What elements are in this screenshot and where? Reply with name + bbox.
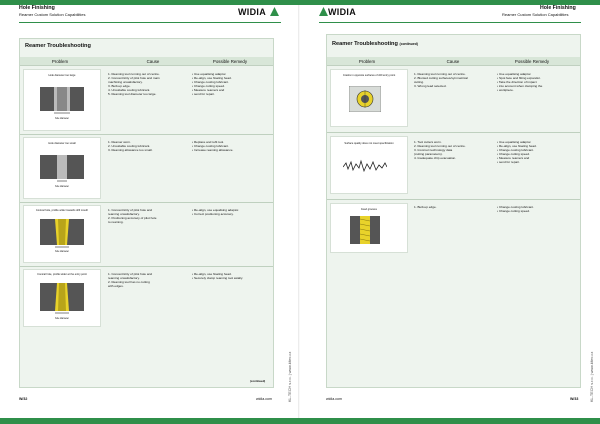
remedy-item: • Re-align, use floating head. (192, 76, 232, 80)
remedy-item: • Use equalising adaptor. (497, 140, 537, 144)
problem-label: Conical hole, profile wider at the entry point (37, 273, 87, 276)
remedy-item: • Use equalising adaptor. (192, 72, 232, 76)
remedy-list (497, 205, 534, 213)
cause-item: 1. Built-up edge. (414, 205, 437, 209)
cause-list (108, 140, 153, 152)
side-watermark-left: KL-TECH s.r.o. | www.kltec.cz (288, 351, 292, 402)
cause-item: 4. Unsuitable cooling lubricant. (108, 88, 151, 92)
left-logo: WIDIA (238, 7, 266, 17)
remedy-item: • Measure reamers and (192, 88, 232, 92)
cause-list (414, 205, 437, 209)
feed-grooves-illustration (350, 216, 380, 244)
cause-item: 2. Unsuitable cooling lubricant. (108, 144, 151, 148)
remedy-item: • Re-align, use equalising adaptor. (192, 208, 239, 212)
problem-label: Cracks in opposite surfaces of drill entry point (342, 74, 396, 77)
col-remedy: Possible Remedy (212, 59, 248, 64)
conical-entry-illustration (40, 283, 84, 315)
cause-item: 1. Reamer worn. (108, 140, 131, 144)
side-watermark-right: KL-TECH s.r.o. | www.kltec.cz (590, 351, 594, 402)
right-panel-title-suffix: (continued) (399, 42, 418, 46)
cause-item: 3. Built-up edge. (108, 84, 131, 88)
remedy-item: • Correct positioning accuracy. (192, 212, 239, 216)
cause-item: 3. Reaming allowance too small. (108, 148, 153, 152)
cause-item: 1. Reaming tool running out of centre. (414, 72, 466, 76)
cause-item: 1. Concentricity of pilot hole and (108, 208, 153, 212)
cause-item: machining unsatisfactory. (108, 80, 143, 84)
remedy-item: • Take the direction of impact (497, 80, 542, 84)
right-header-title: Hole Finishing (540, 5, 576, 11)
cause-list (108, 272, 152, 288)
cause-item: 1. Concentricity of pilot hole and (108, 272, 153, 276)
right-footer-url[interactable]: widia.com (326, 397, 342, 401)
remedy-item: • into account when clamping the (497, 84, 542, 88)
cause-item: 3. Incorrect technology data (414, 148, 453, 152)
remedy-item: • Re-align, use floating head. (497, 144, 537, 148)
row-divider (20, 266, 273, 267)
remedy-item: • Securely clamp reaming tool axially. (192, 276, 243, 280)
surface-profile-illustration (343, 158, 387, 176)
cause-item: reaming unsatisfactory. (108, 212, 140, 216)
problem-label: Surface quality does not meet specification (344, 142, 394, 145)
continued-note: (continued) (250, 379, 266, 383)
right-panel-title-text: Reamer Troubleshooting (332, 41, 398, 47)
col-problem: Problem (51, 59, 69, 64)
cause-item: 1. Reaming tool running out of centre. (108, 72, 160, 76)
conical-hole-illustration (40, 219, 84, 249)
diameter-caption: hole diameter (55, 118, 69, 120)
remedy-item: • Measure reamers and (497, 156, 537, 160)
cause-list (414, 72, 468, 88)
remedy-list (192, 72, 232, 96)
cause-item: (cutting parameters). (414, 152, 443, 156)
left-panel-title: Reamer Troubleshooting (25, 43, 91, 49)
row-divider (20, 134, 273, 135)
left-header-rule (19, 22, 281, 23)
cause-item: 1. Tool cutters worn. (414, 140, 442, 144)
diameter-caption: hole diameter (55, 186, 69, 188)
remedy-item: • Change cutting speed. (192, 84, 232, 88)
cause-list (108, 208, 157, 224)
remedy-list (192, 208, 239, 216)
col-problem: Problem (358, 59, 376, 64)
cause-item: 5. Reaming tool diameter too large. (108, 92, 157, 96)
right-panel-title (332, 41, 418, 47)
row-divider (327, 199, 580, 200)
hole-small-illustration (40, 155, 84, 183)
remedy-item: • send for repair. (497, 160, 537, 164)
remedy-list (192, 140, 233, 152)
problem-label: Hole diameter too large (48, 74, 76, 77)
cause-item: 3. Wrong lead selected. (414, 84, 447, 88)
cracked-surface-illustration (349, 86, 381, 112)
widia-mark-icon (270, 7, 279, 16)
bottom-accent-bar (0, 418, 600, 424)
problem-label: Conical hole, profile wider towards drill mouth (35, 209, 89, 212)
left-header-subtitle: Reamer Custom Solution Capabilities (19, 12, 86, 17)
cause-item: 2. Positioning accuracy of pilot hole (108, 216, 157, 220)
remedy-item: • Change cooling lubricant. (192, 80, 232, 84)
col-cause: Cause (446, 59, 460, 64)
cause-item: to reaming. (108, 220, 124, 224)
right-header-subtitle: Reamer Custom Solution Capabilities (502, 12, 569, 17)
right-logo: WIDIA (328, 7, 356, 17)
remedy-item: • Spot face and fitting expandor. (497, 76, 542, 80)
right-header-rule (319, 22, 581, 23)
cause-item: reaming unsatisfactory. (108, 276, 140, 280)
left-page-number: W/32 (19, 397, 28, 401)
cause-item: 2. Reaming tool has no cutting (108, 280, 150, 284)
col-remedy: Possible Remedy (514, 59, 550, 64)
remedy-list (497, 72, 542, 92)
remedy-list (192, 272, 243, 280)
cause-item: 2. Concentricity of pilot hole and main (108, 76, 160, 80)
hole-large-illustration (40, 87, 84, 115)
widia-mark-icon (319, 7, 328, 16)
remedy-item: • Replace and refit tool. (192, 140, 233, 144)
problem-label: Feed grooves (361, 208, 377, 211)
cause-list (108, 72, 160, 96)
right-page-number: W/33 (570, 397, 579, 401)
col-cause: Cause (146, 59, 160, 64)
remedy-item: • Change cooling lubricant. (497, 148, 537, 152)
remedy-item: • Change cooling lubricant. (497, 205, 534, 209)
row-divider (20, 202, 273, 203)
cause-item: with edges. (108, 284, 124, 288)
diameter-caption: hole diameter (55, 251, 69, 253)
remedy-item: • Use equalising adaptor. (497, 72, 542, 76)
remedy-item: • Change cutting speed. (497, 209, 534, 213)
remedy-item: • Re-align, use floating head. (192, 272, 243, 276)
remedy-item: • Increase reaming allowance. (192, 148, 233, 152)
row-divider (327, 132, 580, 133)
remedy-item: • Change cutting speed. (497, 152, 537, 156)
left-header-title: Hole Finishing (19, 5, 55, 11)
diameter-caption: hole diameter (55, 318, 69, 320)
remedy-item: • Change cooling lubricant. (192, 144, 233, 148)
cause-item: 2. Blunted cutting surfaces/symmetrical (414, 76, 468, 80)
remedy-list (497, 140, 537, 164)
problem-label: Hole diameter too small (48, 142, 76, 145)
cause-item: cutting. (414, 80, 424, 84)
remedy-item: • workpiece. (497, 88, 542, 92)
left-footer-url[interactable]: widia.com (256, 397, 272, 401)
cause-list (414, 140, 466, 160)
cause-item: 2. Reaming tool running out of centre. (414, 144, 466, 148)
remedy-item: • send for repair. (192, 92, 232, 96)
cause-item: 4. Inadequate chip evacuation. (414, 156, 457, 160)
